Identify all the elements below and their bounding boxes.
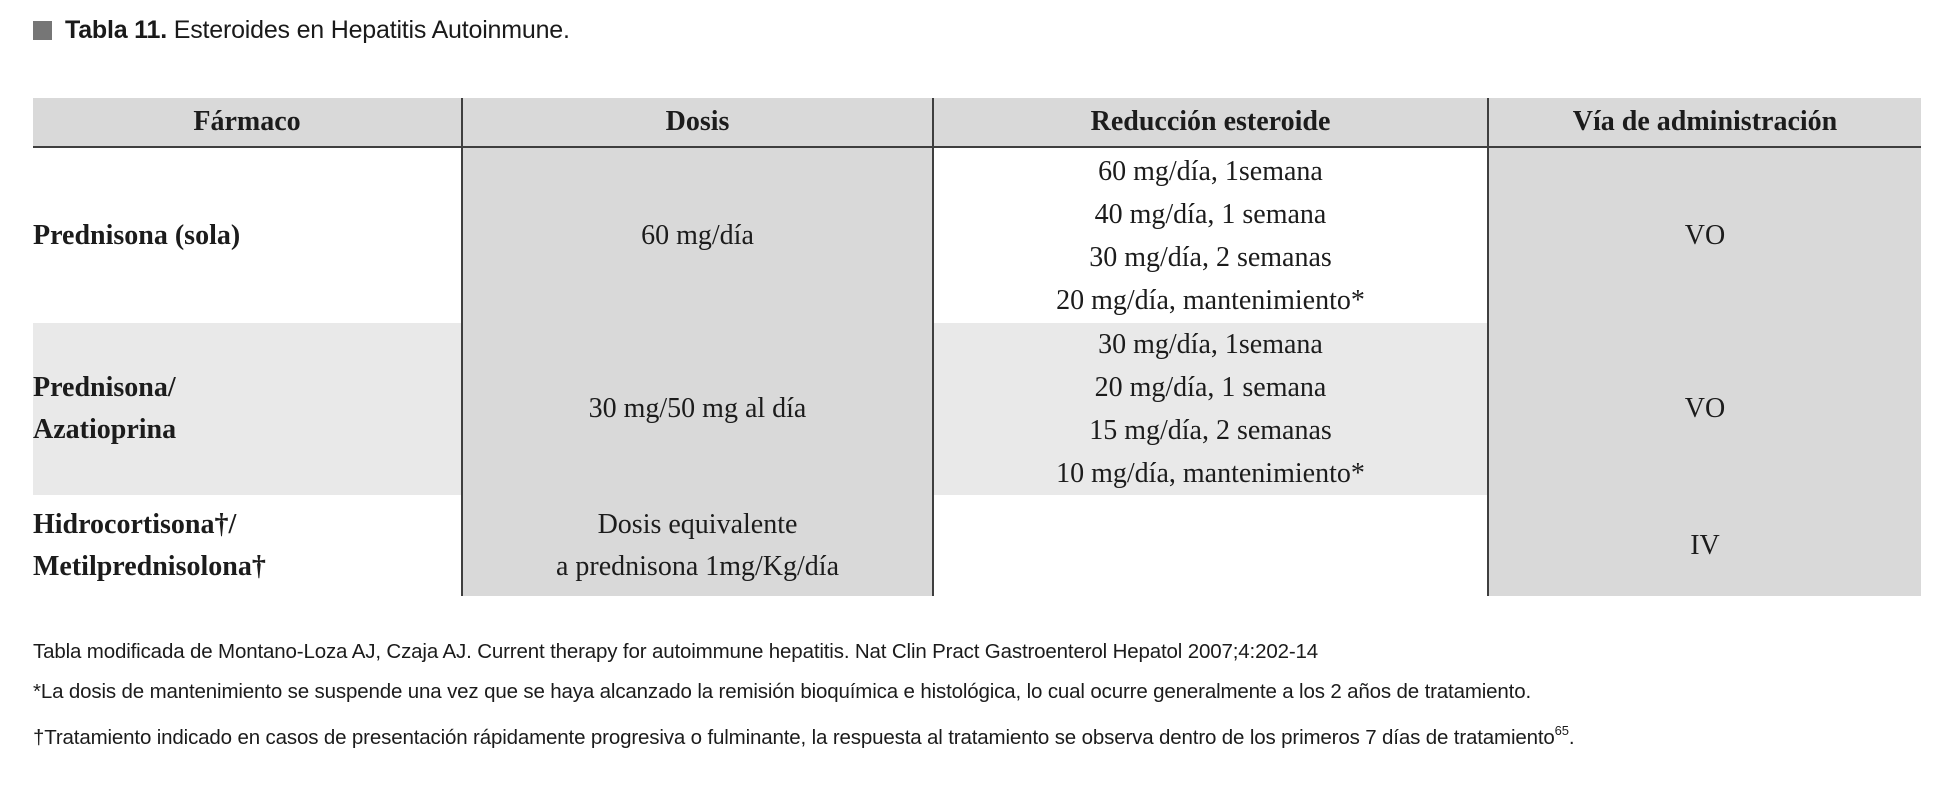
cell-line: 30 mg/día, 1semana — [1098, 329, 1323, 360]
cell-farmaco — [33, 147, 462, 323]
footnote-source: Tabla modificada de Montano-Loza AJ, Czaja AJ. Current therapy for autoimmune hepatitis. Nat Clin Pract Gastroenterol Hepatol 2007;4:202-14 — [33, 640, 1319, 663]
cell-line: VO — [1684, 393, 1726, 424]
table-row — [33, 495, 1921, 596]
cell-line: 60 mg/día — [641, 219, 754, 251]
caption-square-icon — [33, 21, 52, 40]
cell-via — [1488, 495, 1921, 596]
caption-text — [65, 16, 570, 45]
column-header-via: Vía de administración — [1488, 98, 1921, 147]
header-row — [33, 98, 1921, 147]
column-header-reduccion: Reducción esteroide — [933, 98, 1488, 147]
table-header — [33, 98, 1921, 147]
caption-number: Tabla 11. — [65, 15, 167, 44]
footnote-dagger: †Tratamiento indicado en casos de presentación rápidamente progresiva o fulminante, la respuesta al tratamiento se observa dentro de los primeros 7 días de tratamiento$^{65}$. — [33, 723, 1575, 749]
column-header-dosis: Dosis — [462, 98, 933, 147]
cell-reduccion — [933, 323, 1488, 495]
cell-line: 40 mg/día, 1 semana — [1094, 198, 1327, 230]
cell-via — [1488, 147, 1921, 323]
cell-line: Azatioprina — [33, 414, 177, 445]
table-row — [33, 323, 1921, 495]
cell-line: Prednisona/ — [33, 372, 176, 403]
cell-line: 20 mg/día, 1 semana — [1094, 372, 1327, 403]
cell-farmaco — [33, 323, 462, 495]
cell-reduccion — [933, 495, 1488, 596]
cell-line: Prednisona (sola) — [33, 219, 241, 251]
cell-dosis — [462, 323, 933, 495]
cell-reduccion — [933, 147, 1488, 323]
cell-dosis — [462, 495, 933, 596]
table-caption — [33, 14, 1921, 46]
cell-line: 60 mg/día, 1semana — [1098, 155, 1323, 187]
column-header-farmaco: Fármaco — [33, 98, 462, 147]
steroids-table — [33, 98, 1921, 596]
footnotes — [33, 640, 1921, 749]
cell-via — [1488, 323, 1921, 495]
cell-line: 30 mg/día, 2 semanas — [1089, 241, 1332, 273]
cell-line: Dosis equivalente — [597, 508, 798, 540]
footnote-asterisk: *La dosis de mantenimiento se suspende una vez que se haya alcanzado la remisión bioquímica e histológica, lo cual ocurre generalmente a los 2 años de tratamiento. — [33, 680, 1532, 703]
steroids-table-body — [33, 147, 1921, 596]
reference-superscript: 65 — [1554, 723, 1569, 738]
cell-line: Metilprednisolona† — [33, 550, 266, 582]
cell-farmaco — [33, 495, 462, 596]
cell-line: 10 mg/día, mantenimiento* — [1056, 458, 1365, 489]
caption-title: Esteroides en Hepatitis Autoinmune. — [173, 15, 570, 44]
cell-line: 30 mg/50 mg al día — [588, 393, 807, 424]
cell-line: 20 mg/día, mantenimiento* — [1056, 284, 1365, 316]
cell-line: VO — [1684, 219, 1726, 251]
cell-line: a prednisona 1mg/Kg/día — [555, 550, 840, 582]
table-row — [33, 147, 1921, 323]
cell-line: Hidrocortisona†/ — [33, 508, 237, 540]
cell-line: IV — [1690, 529, 1720, 561]
cell-dosis — [462, 147, 933, 323]
cell-line: 15 mg/día, 2 semanas — [1089, 415, 1332, 446]
